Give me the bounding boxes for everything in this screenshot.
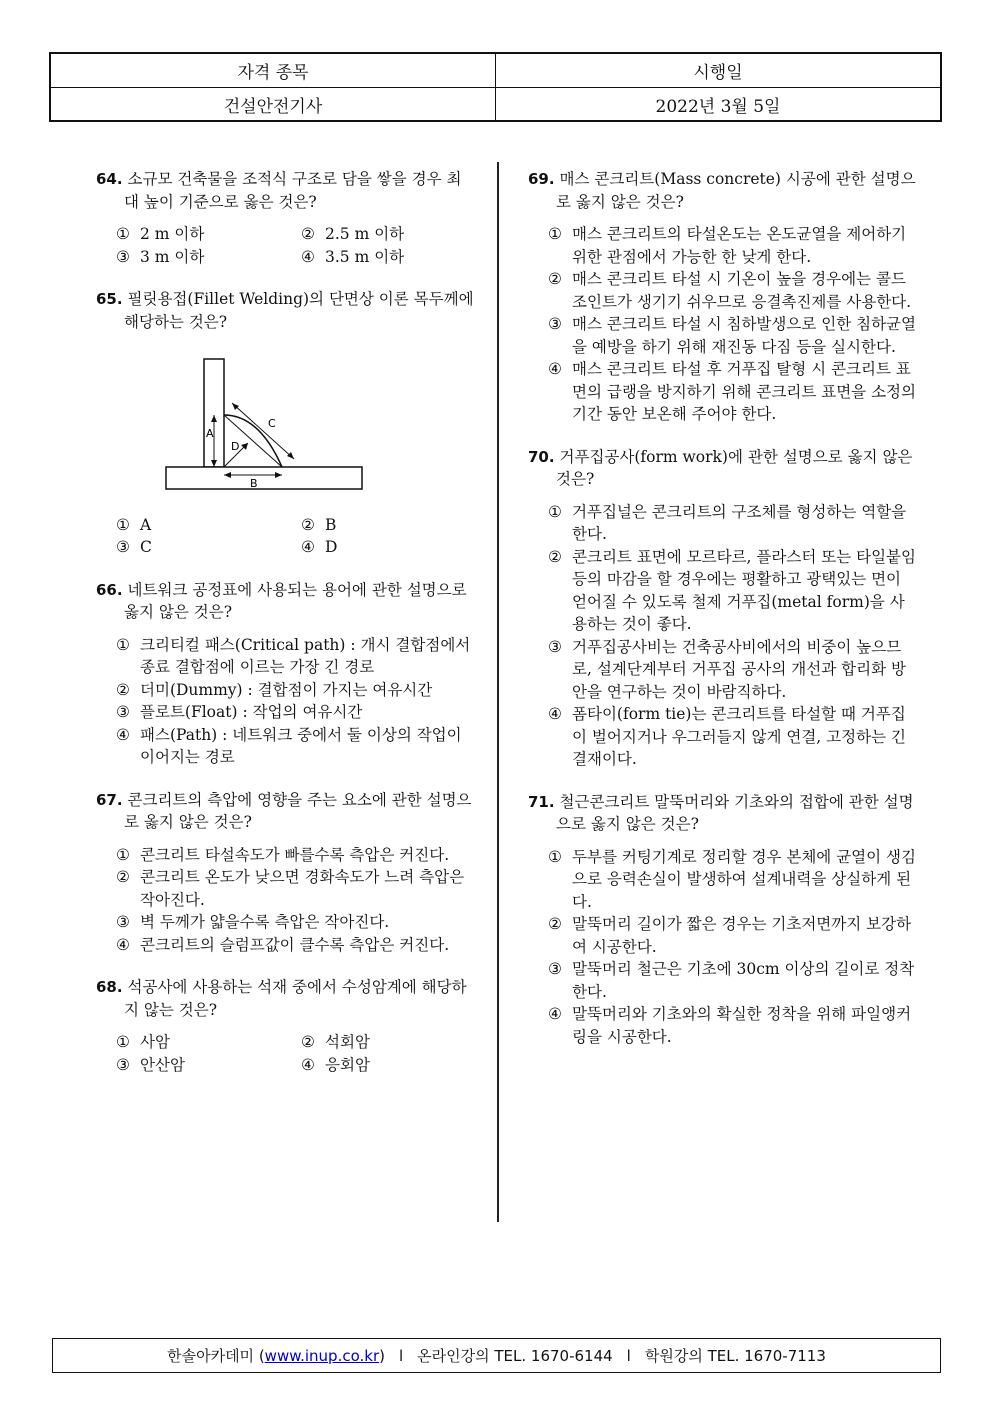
question-67 [96, 789, 476, 957]
left-column [96, 168, 476, 1096]
header-label-subject: 자격 종목 [51, 54, 496, 87]
option-4[interactable]: ④ 응회암 [301, 1055, 370, 1074]
option-3[interactable]: ③ 매스 콘크리트 타설 시 침하발생으로 인한 침하균열을 예방을 하기 위해 재진동 다짐 등을 실시한다. [548, 315, 916, 356]
option-2[interactable]: ② 2.5 m 이하 [301, 225, 405, 243]
question-number: 64. [96, 170, 123, 188]
footer-bar [52, 1338, 941, 1373]
header-value-date: 2022년 3월 5일 [655, 97, 781, 117]
question-text: 필릿용접(Fillet Welding)의 단면상 이론 목두께에 해당하는 것은? [124, 290, 474, 331]
footer-separator: l [626, 1346, 631, 1365]
exam-header-table [49, 52, 942, 122]
option-2[interactable]: ② 더미(Dummy) : 결합점이 가지는 여유시간 [116, 680, 433, 699]
option-2[interactable]: ② 말뚝머리 길이가 짧은 경우는 기초저면까지 보강하여 시공한다. [548, 915, 912, 956]
question-68 [96, 976, 476, 1076]
option-3[interactable]: ③ 3 m 이하 [116, 247, 205, 266]
question-text: 거푸집공사(form work)에 관한 설명으로 옳지 않은 것은? [556, 447, 913, 488]
question-number: 71. [528, 792, 555, 811]
footer-separator: l [398, 1346, 404, 1365]
option-4[interactable]: ④ 콘크리트의 슬럼프값이 클수록 측압은 커진다. [116, 935, 450, 954]
label-a: A [206, 427, 214, 440]
option-3[interactable]: ③ C [116, 538, 152, 556]
question-text: 콘크리트의 측압에 영향을 주는 요소에 관한 설명으로 옳지 않은 것은? [124, 790, 472, 831]
question-text: 석공사에 사용하는 석재 중에서 수성암계에 해당하지 않는 것은? [124, 978, 467, 1019]
question-65 [96, 288, 476, 559]
option-2[interactable]: ② 콘크리트 표면에 모르타르, 플라스터 또는 타일붙임 등의 마감을 할 경우에는 평활하고 광택있는 면이 얻어질 수 있도록 철제 거푸집(metal form)을 사용하는 것이 좋다. [548, 547, 916, 633]
option-4[interactable]: ④ 패스(Path) : 네트워크 중에서 둘 이상의 작업이 이어지는 경로 [116, 725, 462, 766]
option-2[interactable]: ② B [301, 515, 337, 534]
option-4[interactable]: ④ 말뚝머리와 기초와의 확실한 정착을 위해 파일앵커링을 시공한다. [548, 1005, 912, 1046]
option-3[interactable]: ③ 거푸집공사비는 건축공사비에서의 비중이 높으므로, 설계단계부터 거푸집 공사의 개선과 합리화 방안을 연구하는 것이 바람직하다. [548, 637, 906, 701]
label-d: D [231, 440, 240, 453]
option-3[interactable]: ③ 말뚝머리 철근은 기초에 30cm 이상의 길이로 정착한다. [548, 960, 915, 1001]
option-1[interactable]: ① 콘크리트 타설속도가 빠를수록 측압은 커진다. [116, 845, 450, 864]
question-69 [528, 168, 918, 426]
option-2[interactable]: ② 콘크리트 온도가 낮으면 경화속도가 느려 측압은 작아진다. [116, 868, 465, 909]
option-1[interactable]: ① 사암 [116, 1033, 170, 1051]
column-divider [497, 162, 499, 1222]
option-1[interactable]: ① 두부를 커팅기계로 정리할 경우 본체에 균열이 생김으로 응력손실이 발생하여 설계내력을 상실하게 된다. [548, 847, 916, 911]
question-64 [96, 168, 476, 268]
footer-close-paren: ) [379, 1346, 385, 1365]
option-3[interactable]: ③ 플로트(Float) : 작업의 여유시간 [116, 703, 363, 721]
label-c: C [268, 417, 276, 430]
question-number: 70. [528, 447, 555, 466]
footer-academy: 한솔아카데미 ( [167, 1347, 265, 1365]
question-number: 66. [96, 580, 123, 599]
right-column [528, 168, 918, 1068]
question-66 [96, 579, 476, 769]
footer-offline-tel: 학원강의 TEL. 1670-7113 [644, 1347, 826, 1365]
fillet-weld-diagram [164, 357, 364, 499]
question-number: 67. [96, 790, 123, 809]
question-text: 매스 콘크리트(Mass concrete) 시공에 관한 설명으로 옳지 않은 것은? [556, 170, 916, 211]
footer-online-tel: 온라인강의 TEL. 1670-6144 [417, 1347, 613, 1365]
option-4[interactable]: ④ 매스 콘크리트 타설 후 거푸집 탈형 시 콘크리트 표면의 급랭을 방지하기 위해 콘크리트 표면을 소정의 기간 동안 보온해 주어야 한다. [548, 360, 916, 423]
option-2[interactable]: ② 석회암 [301, 1033, 370, 1051]
option-1[interactable]: ① 거푸집널은 콘크리트의 구조체를 형성하는 역할을 한다. [548, 502, 907, 543]
question-71 [528, 791, 918, 1049]
label-b: B [250, 477, 258, 490]
option-1[interactable]: ① 2 m 이하 [116, 225, 205, 243]
option-1[interactable]: ① 매스 콘크리트의 타설온도는 온도균열을 제어하기 위한 관점에서 가능한 한 낮게 한다. [548, 225, 907, 266]
option-2[interactable]: ② 매스 콘크리트 타설 시 기온이 높을 경우에는 콜드조인트가 생기기 쉬우므로 응결촉진제를 사용한다. [548, 270, 912, 311]
option-3[interactable]: ③ 벽 두께가 얇을수록 측압은 작아진다. [116, 913, 390, 931]
option-1[interactable]: ① A [116, 515, 152, 534]
option-4[interactable]: ④ 폼타이(form tie)는 콘크리트를 타설할 때 거푸집이 벌어지거나 우그러들지 않게 연결, 고정하는 긴결재이다. [548, 705, 906, 768]
question-70 [528, 446, 918, 771]
question-number: 69. [528, 170, 555, 188]
question-text: 소규모 건축물을 조적식 구조로 담을 쌓을 경우 최대 높이 기준으로 옳은 것은? [124, 170, 462, 211]
header-value-subject: 건설안전기사 [51, 88, 496, 121]
option-4[interactable]: ④ 3.5 m 이하 [301, 247, 405, 266]
question-text: 철근콘크리트 말뚝머리와 기초와의 접합에 관한 설명으로 옳지 않은 것은? [556, 792, 914, 833]
option-3[interactable]: ③ 안산암 [116, 1055, 185, 1074]
option-1[interactable]: ① 크리티컬 패스(Critical path) : 개시 결합점에서 종료 결합점에 이르는 가장 긴 경로 [116, 635, 471, 676]
header-label-date: 시행일 [693, 63, 743, 83]
question-number: 68. [96, 978, 123, 996]
question-text: 네트워크 공정표에 사용되는 용어에 관한 설명으로 옳지 않은 것은? [124, 580, 467, 621]
question-number: 65. [96, 290, 123, 308]
option-4[interactable]: ④ D [301, 538, 338, 556]
footer-website-link[interactable]: www.inup.co.kr [264, 1346, 380, 1365]
